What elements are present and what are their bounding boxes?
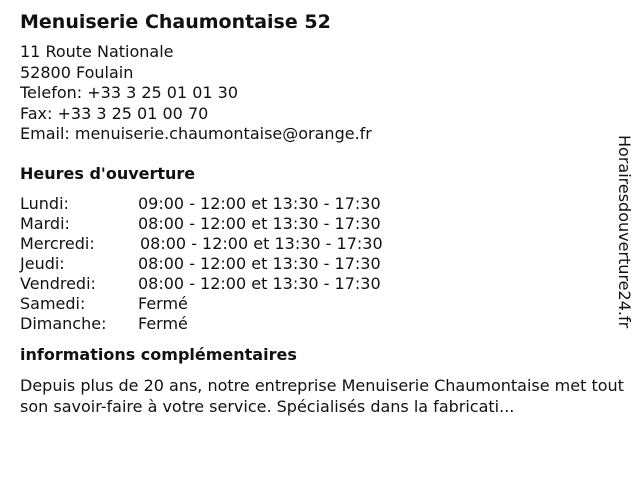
address-line-2: 52800 Foulain	[20, 62, 134, 82]
business-name: Menuiserie Chaumontaise 52	[20, 11, 331, 33]
hours-row-wednesday	[20, 234, 620, 254]
hours-day: Vendredi:	[20, 273, 96, 293]
hours-time: 08:00 - 12:00 et 13:30 - 17:30	[138, 213, 381, 233]
opening-hours-heading: Heures d'ouverture	[20, 163, 196, 183]
hours-time: 08:00 - 12:00 et 13:30 - 17:30	[138, 253, 381, 273]
hours-time: Fermé	[138, 293, 188, 313]
additional-info-heading: informations complémentaires	[20, 344, 297, 364]
hours-row-friday	[20, 274, 620, 294]
watermark-text: Horairesdouverture24.fr	[615, 135, 634, 329]
hours-row-saturday	[20, 294, 620, 314]
business-card	[20, 10, 624, 417]
hours-row-monday	[20, 194, 620, 214]
email-address: Email: menuiserie.chaumontaise@orange.fr	[20, 124, 372, 143]
site-watermark	[612, 135, 636, 345]
hours-day: Jeudi:	[20, 253, 65, 273]
hours-day: Mardi:	[20, 213, 70, 233]
hours-time: Fermé	[138, 313, 188, 333]
hours-row-thursday	[20, 254, 620, 274]
phone-number: Telefon: +33 3 25 01 01 30	[20, 83, 239, 102]
hours-day: Lundi:	[20, 193, 69, 213]
hours-day: Dimanche:	[20, 313, 107, 333]
address-line-1: 11 Route Nationale	[20, 42, 174, 61]
hours-row-sunday	[20, 314, 620, 334]
hours-day: Samedi:	[20, 293, 86, 313]
hours-time: 08:00 - 12:00 et 13:30 - 17:30	[140, 233, 383, 253]
fax-number: Fax: +33 3 25 01 00 70	[20, 103, 209, 123]
hours-time: 08:00 - 12:00 et 13:30 - 17:30	[138, 273, 381, 293]
hours-time: 09:00 - 12:00 et 13:30 - 17:30	[138, 193, 381, 213]
business-description: Depuis plus de 20 ans, notre entreprise Menuiserie Chaumontaise met tout son savoir-faire à votre service. Spécialisés dans la fabricati...	[20, 375, 624, 416]
hours-row-tuesday	[20, 214, 620, 234]
hours-day: Mercredi:	[20, 233, 95, 253]
